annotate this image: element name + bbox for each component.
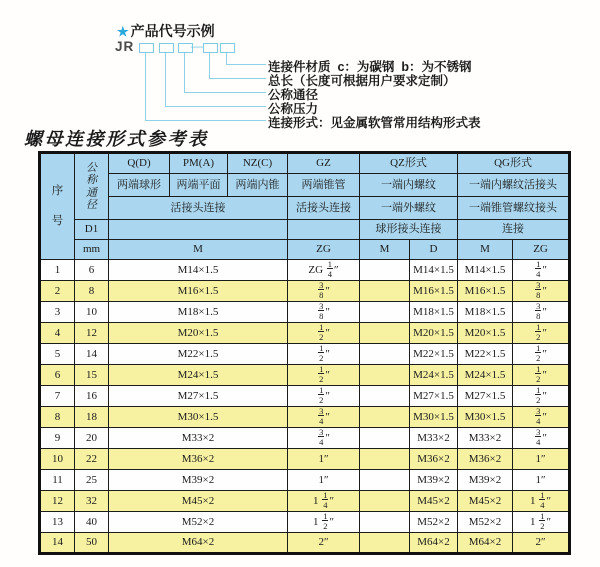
header-gz: GZ bbox=[288, 153, 360, 174]
cell-m: M30×1.5 bbox=[109, 407, 288, 428]
cell-dn: 22 bbox=[75, 449, 109, 470]
fraction: $\frac{1}{4}$ bbox=[540, 490, 545, 510]
cell-qg-m: M30×1.5 bbox=[458, 407, 513, 428]
header-qg-zg: ZG bbox=[513, 240, 570, 260]
cell-no: 8 bbox=[40, 407, 75, 428]
cell-gz: 1 $\frac{1}{4}$ ″ bbox=[288, 491, 360, 512]
cell-m: M52×2 bbox=[109, 512, 288, 533]
header-mm: mm bbox=[75, 240, 109, 260]
cell-qg-zg: 1″ bbox=[513, 449, 570, 470]
code-box-4 bbox=[203, 43, 218, 53]
table-body bbox=[40, 260, 570, 554]
cell-qz-m bbox=[360, 407, 410, 428]
fraction: $\frac{3}{4}$ bbox=[536, 406, 541, 426]
table-row bbox=[40, 491, 570, 512]
header-q: Q(D) bbox=[109, 153, 170, 174]
cell-m: M20×1.5 bbox=[109, 323, 288, 344]
fraction: $\frac{3}{4}$ bbox=[319, 406, 324, 426]
cell-qz-m bbox=[360, 260, 410, 281]
cell-m: M18×1.5 bbox=[109, 302, 288, 323]
header-qz-sub1: 一端内螺纹 bbox=[360, 174, 458, 197]
cell-qg-m: M64×2 bbox=[458, 533, 513, 554]
cell-qz-m bbox=[360, 470, 410, 491]
cell-dn: 8 bbox=[75, 281, 109, 302]
table-row bbox=[40, 365, 570, 386]
cell-dn: 25 bbox=[75, 470, 109, 491]
fraction: $\frac{1}{2}$ bbox=[536, 385, 541, 405]
cell-qg-m: M18×1.5 bbox=[458, 302, 513, 323]
cell-qz-d: M52×2 bbox=[410, 512, 458, 533]
cell-gz: $\frac{3}{8}$ ″ bbox=[288, 281, 360, 302]
table-row bbox=[40, 281, 570, 302]
cell-qg-zg: $\frac{3}{8}$ ″ bbox=[513, 302, 570, 323]
cell-qz-d: M39×2 bbox=[410, 470, 458, 491]
cell-qg-m: M39×2 bbox=[458, 470, 513, 491]
fraction: $\frac{3}{8}$ bbox=[536, 301, 541, 321]
fraction: $\frac{1}{2}$ bbox=[323, 511, 328, 531]
cell-no: 5 bbox=[40, 344, 75, 365]
header-qz-form: QZ形式 bbox=[360, 153, 458, 174]
fraction: $\frac{3}{8}$ bbox=[536, 280, 541, 300]
table-row bbox=[40, 512, 570, 533]
cell-dn: 6 bbox=[75, 260, 109, 281]
fraction: $\frac{1}{4}$ bbox=[536, 259, 541, 279]
table-header bbox=[40, 153, 570, 260]
cell-gz: $\frac{1}{2}$ ″ bbox=[288, 344, 360, 365]
fraction: $\frac{3}{4}$ bbox=[319, 427, 324, 447]
cell-gz: $\frac{1}{2}$ ″ bbox=[288, 323, 360, 344]
cell-gz: 1 $\frac{1}{2}$ ″ bbox=[288, 512, 360, 533]
fraction: $\frac{3}{8}$ bbox=[319, 280, 324, 300]
cell-m: M45×2 bbox=[109, 491, 288, 512]
code-box-1 bbox=[139, 43, 154, 53]
cell-qz-d: M45×2 bbox=[410, 491, 458, 512]
table-row bbox=[40, 470, 570, 491]
cell-qz-m bbox=[360, 344, 410, 365]
cell-qz-d: M18×1.5 bbox=[410, 302, 458, 323]
cell-gz: ZG $\frac{1}{4}$ ″ bbox=[288, 260, 360, 281]
label-total-length: 总长（长度可根据用户要求定制） bbox=[268, 74, 456, 88]
cell-gz: 1″ bbox=[288, 470, 360, 491]
cell-no: 4 bbox=[40, 323, 75, 344]
header-qg-sub3: 连接 bbox=[458, 220, 570, 240]
cell-no: 9 bbox=[40, 428, 75, 449]
cell-dn: 10 bbox=[75, 302, 109, 323]
header-qz-m: M bbox=[360, 240, 410, 260]
cell-qz-d: M27×1.5 bbox=[410, 386, 458, 407]
cell-no: 13 bbox=[40, 512, 75, 533]
cell-gz: $\frac{3}{4}$ ″ bbox=[288, 428, 360, 449]
header-m: M bbox=[109, 240, 288, 260]
cell-qg-m: M27×1.5 bbox=[458, 386, 513, 407]
cell-m: M64×2 bbox=[109, 533, 288, 554]
cell-qz-d: M14×1.5 bbox=[410, 260, 458, 281]
header-gz-sub: 两端锥管 bbox=[288, 174, 360, 197]
header-d1: D1 bbox=[75, 220, 109, 240]
header-blank-2 bbox=[288, 220, 360, 240]
cell-qg-m: M45×2 bbox=[458, 491, 513, 512]
cell-qg-m: M52×2 bbox=[458, 512, 513, 533]
cell-qg-m: M33×2 bbox=[458, 428, 513, 449]
fraction: $\frac{1}{2}$ bbox=[540, 511, 545, 531]
cell-m: M36×2 bbox=[109, 449, 288, 470]
cell-qz-m bbox=[360, 533, 410, 554]
header-gz-joint: 活接头连接 bbox=[288, 197, 360, 220]
cell-qg-m: M36×2 bbox=[458, 449, 513, 470]
table-row bbox=[40, 323, 570, 344]
cell-qz-m bbox=[360, 365, 410, 386]
cell-m: M16×1.5 bbox=[109, 281, 288, 302]
cell-m: M22×1.5 bbox=[109, 344, 288, 365]
cell-qg-m: M24×1.5 bbox=[458, 365, 513, 386]
cell-qz-d: M24×1.5 bbox=[410, 365, 458, 386]
connector-line-5 bbox=[145, 53, 266, 121]
cell-qz-d: M30×1.5 bbox=[410, 407, 458, 428]
header-pm-sub: 两端平面 bbox=[170, 174, 228, 197]
fraction: $\frac{1}{2}$ bbox=[319, 385, 324, 405]
cell-m: M14×1.5 bbox=[109, 260, 288, 281]
cell-dn: 32 bbox=[75, 491, 109, 512]
label-nominal-bore: 公称通径 bbox=[268, 88, 319, 102]
header-q-sub: 两端球形 bbox=[109, 174, 170, 197]
fraction: $\frac{3}{8}$ bbox=[319, 301, 324, 321]
label-material: 连接件材质 c：为碳钢 b：为不锈钢 bbox=[268, 60, 472, 74]
nut-connection-table bbox=[38, 151, 571, 555]
cell-qz-m bbox=[360, 323, 410, 344]
table-row bbox=[40, 302, 570, 323]
cell-dn: 18 bbox=[75, 407, 109, 428]
cell-no: 2 bbox=[40, 281, 75, 302]
cell-qg-zg: $\frac{1}{2}$ ″ bbox=[513, 344, 570, 365]
cell-qg-m: M16×1.5 bbox=[458, 281, 513, 302]
header-qz-sub2: 一端外螺纹 bbox=[360, 197, 458, 220]
header-union-joint: 活接头连接 bbox=[109, 197, 288, 220]
cell-qg-zg: 1 $\frac{1}{2}$ ″ bbox=[513, 512, 570, 533]
header-qg-sub2: 一端锥管螺纹接头 bbox=[458, 197, 570, 220]
cell-qz-d: M16×1.5 bbox=[410, 281, 458, 302]
table-row bbox=[40, 386, 570, 407]
cell-qg-zg: $\frac{1}{2}$ ″ bbox=[513, 386, 570, 407]
header-nominal-bore: 公称通径 bbox=[75, 153, 109, 220]
cell-qz-m bbox=[360, 302, 410, 323]
star-icon: ★ bbox=[117, 24, 129, 39]
cell-gz: 2″ bbox=[288, 533, 360, 554]
cell-dn: 14 bbox=[75, 344, 109, 365]
cell-m: M33×2 bbox=[109, 428, 288, 449]
header-qz-d: D bbox=[410, 240, 458, 260]
cell-no: 1 bbox=[40, 260, 75, 281]
cell-qz-m bbox=[360, 512, 410, 533]
header-serial-no: 序号 bbox=[40, 153, 75, 260]
cell-no: 6 bbox=[40, 365, 75, 386]
cell-dn: 12 bbox=[75, 323, 109, 344]
cell-dn: 20 bbox=[75, 428, 109, 449]
label-nominal-pressure: 公称压力 bbox=[268, 102, 319, 116]
cell-qz-m bbox=[360, 386, 410, 407]
cell-qz-m bbox=[360, 449, 410, 470]
cell-qg-m: M14×1.5 bbox=[458, 260, 513, 281]
cell-no: 3 bbox=[40, 302, 75, 323]
table-row bbox=[40, 344, 570, 365]
fraction: $\frac{1}{4}$ bbox=[323, 490, 328, 510]
cell-dn: 16 bbox=[75, 386, 109, 407]
table-row bbox=[40, 407, 570, 428]
cell-qg-zg: $\frac{3}{4}$ ″ bbox=[513, 428, 570, 449]
code-box-2 bbox=[159, 43, 174, 53]
cell-qg-zg: 1″ bbox=[513, 470, 570, 491]
table-title: 螺母连接形式参考表 bbox=[24, 129, 209, 149]
cell-qg-zg: $\frac{3}{8}$ ″ bbox=[513, 281, 570, 302]
cell-qz-d: M22×1.5 bbox=[410, 344, 458, 365]
header-nz: NZ(C) bbox=[228, 153, 288, 174]
cell-dn: 15 bbox=[75, 365, 109, 386]
cell-no: 11 bbox=[40, 470, 75, 491]
cell-no: 10 bbox=[40, 449, 75, 470]
cell-m: M24×1.5 bbox=[109, 365, 288, 386]
cell-qg-zg: $\frac{3}{4}$ ″ bbox=[513, 407, 570, 428]
cell-qg-zg: 1 $\frac{1}{4}$ ″ bbox=[513, 491, 570, 512]
table-row bbox=[40, 428, 570, 449]
fraction: $\frac{1}{4}$ bbox=[327, 259, 333, 279]
cell-gz: $\frac{3}{8}$ ″ bbox=[288, 302, 360, 323]
header-nz-sub: 两端内锥 bbox=[228, 174, 288, 197]
cell-qg-zg: $\frac{1}{2}$ ″ bbox=[513, 323, 570, 344]
header-qg-sub1: 一端内螺纹活接头 bbox=[458, 174, 570, 197]
code-prefix: JR bbox=[115, 39, 135, 54]
cell-gz: $\frac{1}{2}$ ″ bbox=[288, 365, 360, 386]
cell-qg-zg: $\frac{1}{4}$ ″ bbox=[513, 260, 570, 281]
table-row bbox=[40, 449, 570, 470]
cell-qz-m bbox=[360, 281, 410, 302]
cell-qz-d: M64×2 bbox=[410, 533, 458, 554]
header-blank-1 bbox=[109, 220, 288, 240]
label-connection-form: 连接形式：见金属软管常用结构形式表 bbox=[268, 116, 481, 130]
cell-no: 7 bbox=[40, 386, 75, 407]
fraction: $\frac{1}{2}$ bbox=[319, 343, 324, 363]
table-row bbox=[40, 533, 570, 554]
code-dash: — bbox=[191, 39, 203, 53]
cell-qg-zg: $\frac{1}{2}$ ″ bbox=[513, 365, 570, 386]
product-code-example-label: 产品代号示例 bbox=[130, 23, 215, 39]
cell-gz: $\frac{3}{4}$ ″ bbox=[288, 407, 360, 428]
header-zg: ZG bbox=[288, 240, 360, 260]
fraction: $\frac{1}{2}$ bbox=[319, 322, 324, 342]
cell-m: M39×2 bbox=[109, 470, 288, 491]
cell-qz-m bbox=[360, 491, 410, 512]
cell-dn: 50 bbox=[75, 533, 109, 554]
product-code-example-title bbox=[117, 21, 215, 41]
cell-no: 12 bbox=[40, 491, 75, 512]
fraction: $\frac{1}{2}$ bbox=[536, 322, 541, 342]
fraction: $\frac{1}{2}$ bbox=[319, 364, 324, 384]
cell-gz: 1″ bbox=[288, 449, 360, 470]
header-pm: PM(A) bbox=[170, 153, 228, 174]
header-qg-form: QG形式 bbox=[458, 153, 570, 174]
cell-dn: 40 bbox=[75, 512, 109, 533]
fraction: $\frac{3}{4}$ bbox=[536, 427, 541, 447]
cell-gz: $\frac{1}{2}$ ″ bbox=[288, 386, 360, 407]
cell-qg-m: M20×1.5 bbox=[458, 323, 513, 344]
cell-qz-d: M36×2 bbox=[410, 449, 458, 470]
cell-qz-d: M20×1.5 bbox=[410, 323, 458, 344]
cell-m: M27×1.5 bbox=[109, 386, 288, 407]
table-row bbox=[40, 260, 570, 281]
cell-qg-zg: 2″ bbox=[513, 533, 570, 554]
header-qg-m: M bbox=[458, 240, 513, 260]
fraction: $\frac{1}{2}$ bbox=[536, 364, 541, 384]
cell-no: 14 bbox=[40, 533, 75, 554]
cell-qz-d: M33×2 bbox=[410, 428, 458, 449]
cell-qz-m bbox=[360, 428, 410, 449]
header-qz-sub3: 球形接头连接 bbox=[360, 220, 458, 240]
cell-qg-m: M22×1.5 bbox=[458, 344, 513, 365]
code-box-5 bbox=[220, 43, 235, 53]
fraction: $\frac{1}{2}$ bbox=[536, 343, 541, 363]
